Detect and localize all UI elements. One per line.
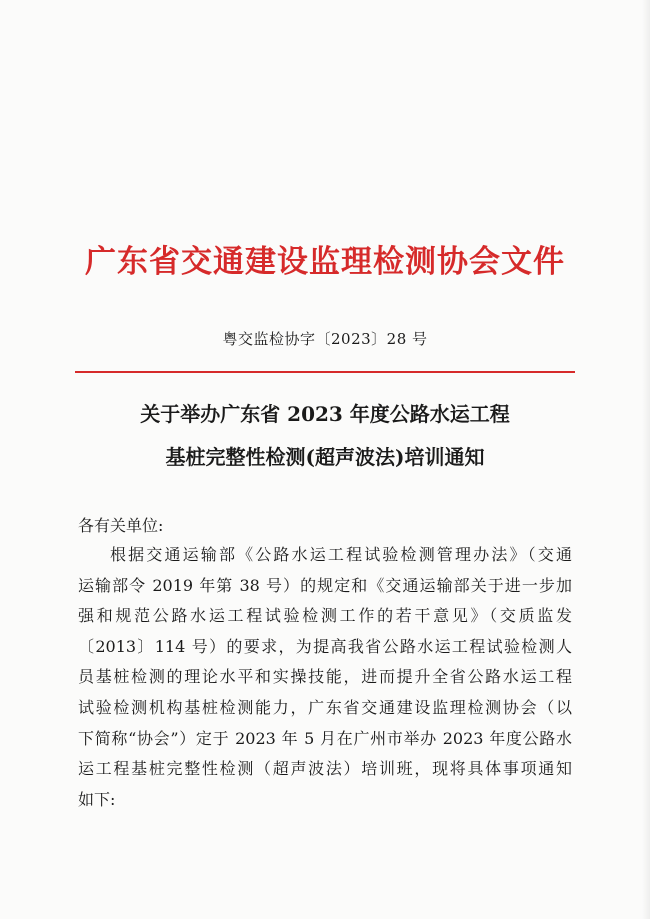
body-line: 强和规范公路水运工程试验检测工作的若干意见》（交质监发 <box>78 606 572 626</box>
body-line: 员基桩检测的理论水平和实操技能，进而提升全省公路水运工程 <box>78 667 572 687</box>
body-line: 运输部令 2019 年第 38 号）的规定和《交通运输部关于进一步加 <box>78 575 572 595</box>
org-header-title: 广东省交通建设监理检测协会文件 <box>85 244 565 280</box>
body-line: 〔2013〕114 号）的要求，为提高我省公路水运工程试验检测人 <box>78 636 572 656</box>
body-paragraph <box>78 540 572 815</box>
notice-title-line-2: 基桩完整性检测(超声波法)培训通知 <box>165 445 485 469</box>
body-line: 下简称“协会”）定于 2023 年 5 月在广州市举办 2023 年度公路水 <box>78 728 572 748</box>
salutation: 各有关单位: <box>78 516 164 535</box>
body-line: 根据交通运输部《公路水运工程试验检测管理办法》（交通 <box>110 545 572 564</box>
body-line: 运工程基桩完整性检测（超声波法）培训班，现将具体事项通知 <box>78 759 572 779</box>
document-number: 粤交监检协字〔2023〕28 号 <box>222 330 428 348</box>
body-line: 试验检测机构基桩检测能力，广东省交通建设监理检测协会（以 <box>78 697 572 717</box>
red-divider-line <box>75 371 575 373</box>
body-line: 如下: <box>78 789 116 809</box>
notice-title-line-1: 关于举办广东省 2023 年度公路水运工程 <box>140 402 510 426</box>
